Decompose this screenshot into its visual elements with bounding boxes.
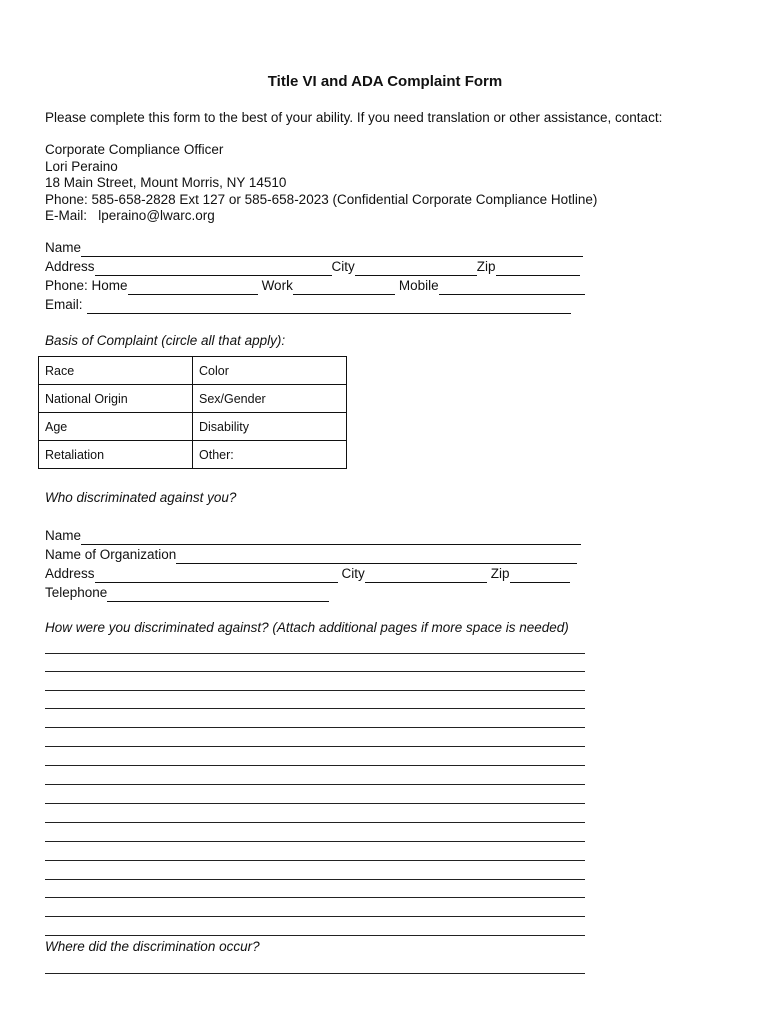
basis-other[interactable]: Other: xyxy=(193,441,347,469)
basis-heading: Basis of Complaint (circle all that apply): xyxy=(45,333,286,348)
complainant-email-row xyxy=(45,297,571,312)
basis-age[interactable]: Age xyxy=(39,413,193,441)
respondent-name-row xyxy=(45,528,581,543)
complainant-address-label: Address xyxy=(45,259,95,274)
answer-line[interactable] xyxy=(45,841,585,842)
how-heading: How were you discriminated against? (Attach additional pages if more space is needed) xyxy=(45,620,569,635)
complainant-phone-home-field[interactable] xyxy=(128,282,258,295)
respondent-zip-field[interactable] xyxy=(510,570,570,583)
respondent-telephone-row xyxy=(45,585,329,600)
complainant-mobile-field[interactable] xyxy=(439,282,585,295)
complainant-work-field[interactable] xyxy=(293,282,395,295)
answer-line[interactable] xyxy=(45,822,585,823)
answer-line[interactable] xyxy=(45,746,585,747)
respondent-org-row xyxy=(45,547,577,562)
basis-national-origin[interactable]: National Origin xyxy=(39,385,193,413)
who-heading: Who discriminated against you? xyxy=(45,490,237,505)
complainant-zip-field[interactable] xyxy=(496,263,580,276)
respondent-org-field[interactable] xyxy=(176,551,577,564)
respondent-address-field[interactable] xyxy=(95,570,338,583)
contact-email-label: E-Mail: xyxy=(45,208,88,223)
answer-line[interactable] xyxy=(45,879,585,880)
complainant-address-row xyxy=(45,259,580,274)
basis-retaliation[interactable]: Retaliation xyxy=(39,441,193,469)
respondent-telephone-label: Telephone xyxy=(45,585,108,600)
complainant-city-label: City xyxy=(331,259,355,274)
complainant-email-label: Email: xyxy=(45,297,83,312)
table-row xyxy=(39,441,347,469)
answer-line[interactable] xyxy=(45,690,585,691)
answer-line[interactable] xyxy=(45,935,585,936)
respondent-address-row xyxy=(45,566,570,581)
complainant-name-label: Name xyxy=(45,240,82,255)
respondent-city-label: City xyxy=(341,566,365,581)
intro-text: Please complete this form to the best of your ability. If you need translation or other assistance, contact: xyxy=(45,110,663,125)
basis-sex-gender[interactable]: Sex/Gender xyxy=(193,385,347,413)
basis-disability[interactable]: Disability xyxy=(193,413,347,441)
respondent-org-label: Name of Organization xyxy=(45,547,177,562)
contact-email[interactable]: lperaino@lwarc.org xyxy=(98,208,215,223)
complainant-phone-home-label: Phone: Home xyxy=(45,278,128,293)
contact-name: Lori Peraino xyxy=(45,159,118,174)
complainant-phone-row xyxy=(45,278,585,293)
respondent-zip-label: Zip xyxy=(490,566,510,581)
complainant-work-label: Work xyxy=(261,278,293,293)
basis-table xyxy=(38,356,347,469)
answer-line[interactable] xyxy=(45,653,585,654)
answer-line[interactable] xyxy=(45,727,585,728)
form-title: Title VI and ADA Complaint Form xyxy=(267,73,503,90)
complainant-address-field[interactable] xyxy=(95,263,332,276)
answer-line[interactable] xyxy=(45,784,585,785)
answer-line[interactable] xyxy=(45,708,585,709)
table-row xyxy=(39,385,347,413)
where-heading: Where did the discrimination occur? xyxy=(45,939,260,954)
where-answer-line[interactable] xyxy=(45,973,585,974)
answer-line[interactable] xyxy=(45,671,585,672)
basis-race[interactable]: Race xyxy=(39,357,193,385)
answer-line[interactable] xyxy=(45,765,585,766)
respondent-city-field[interactable] xyxy=(365,570,487,583)
respondent-telephone-field[interactable] xyxy=(107,589,329,602)
complainant-zip-label: Zip xyxy=(476,259,496,274)
complainant-email-field[interactable] xyxy=(87,301,571,314)
respondent-address-label: Address xyxy=(45,566,95,581)
complainant-name-row xyxy=(45,240,583,255)
complainant-name-field[interactable] xyxy=(81,244,583,257)
contact-phone: Phone: 585-658-2828 Ext 127 or 585-658-2023 (Confidential Corporate Compliance Hotline) xyxy=(45,192,598,207)
respondent-name-label: Name xyxy=(45,528,82,543)
answer-line[interactable] xyxy=(45,860,585,861)
complainant-city-field[interactable] xyxy=(355,263,477,276)
answer-line[interactable] xyxy=(45,916,585,917)
answer-line[interactable] xyxy=(45,803,585,804)
basis-color[interactable]: Color xyxy=(193,357,347,385)
contact-address: 18 Main Street, Mount Morris, NY 14510 xyxy=(45,175,287,190)
contact-email-row xyxy=(45,208,215,223)
table-row xyxy=(39,357,347,385)
table-row xyxy=(39,413,347,441)
answer-line[interactable] xyxy=(45,897,585,898)
complainant-mobile-label: Mobile xyxy=(398,278,439,293)
contact-role: Corporate Compliance Officer xyxy=(45,142,224,157)
respondent-name-field[interactable] xyxy=(81,532,581,545)
